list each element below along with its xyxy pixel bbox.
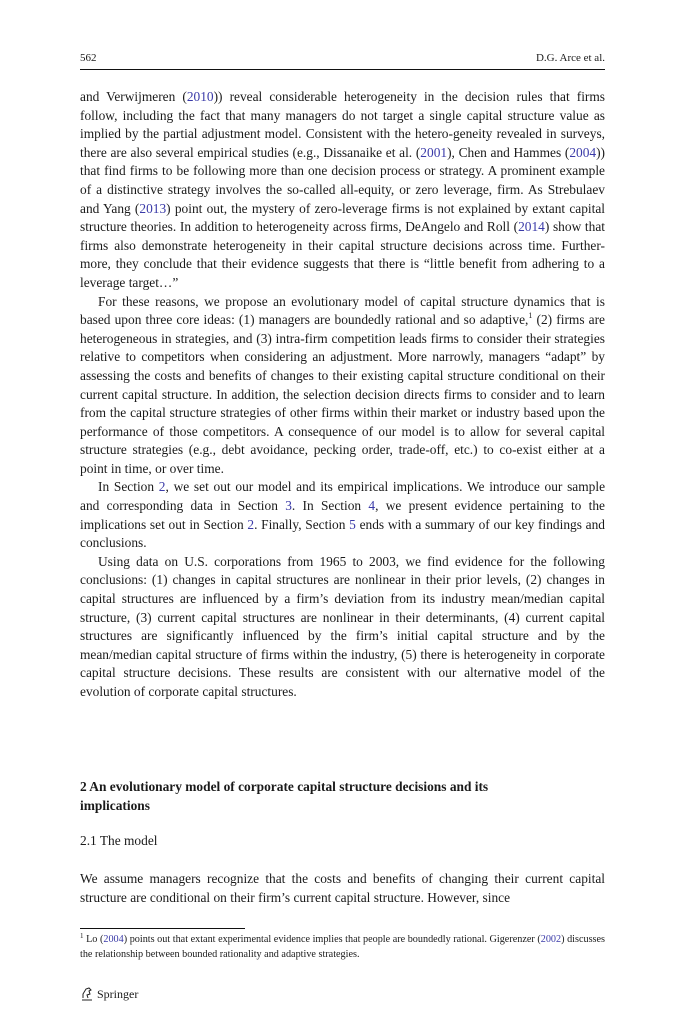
citation-link[interactable]: 2014 [518, 219, 545, 235]
citation-link[interactable]: 2004 [569, 144, 597, 160]
subsection-heading: 2.1 The model [80, 833, 158, 848]
text: )) reveal considerable heterogeneity in the decision rules that firms follow, including the fact that many managers do not target a single capital structure value as implied by the partial adjustment model. Consistent with the hetero-geneity revealed in surveys, there are also several empirical studies (e.g., Dissanaike et al. ( [80, 89, 605, 160]
text: and Verwijmeren ( [80, 89, 187, 104]
text: In Section [98, 479, 159, 495]
publisher-name: Springer [97, 986, 139, 1001]
footnote-link[interactable]: 1 [528, 311, 533, 321]
text: For these reasons, we propose an evolutionary model of capital structure dynamics that is based upon three core ideas: (1) managers are boundedly rational and so adaptive, [80, 293, 605, 328]
footnote-marker: 1 [80, 932, 84, 940]
running-head [80, 52, 605, 68]
section-link[interactable]: 5 [349, 516, 356, 532]
text: . Finally, Section [254, 516, 350, 532]
paragraph-2 [80, 293, 605, 479]
text: , we set out our model and its empirical implications. We introduce our sample and corresponding data in Section [80, 479, 606, 514]
section-link[interactable]: 2 [158, 479, 166, 495]
text: , we present evidence pertaining to the implications set out in Section [80, 498, 606, 532]
publisher-logo [80, 986, 138, 1002]
body-text [80, 88, 605, 702]
citation-link[interactable]: 2010 [186, 89, 214, 104]
citation-link[interactable]: 2001 [420, 144, 448, 160]
text: . In Section [291, 498, 369, 514]
text: ) show that firms also demonstrate heterogeneity in their capital structure decisions across time. Further-more, they conclude that their evidence suggests that there is “little benefit from adhering to a leverage target…” [80, 219, 605, 290]
header-rule [80, 69, 605, 70]
section-heading: 2 An evolutionary model of corporate capital structure decisions and its implications [80, 779, 489, 813]
text: ends with a summary of our key findings and conclusions. [80, 516, 606, 551]
text: ) point out, the mystery of zero-leverage firms is not explained by extant capital structure theories. In addition to heterogeneity across firms, DeAngelo and Roll ( [80, 200, 606, 235]
section-link[interactable]: 3 [285, 498, 292, 514]
text: ) discusses the relationship between bounded rationality and adaptive strategies. [80, 934, 605, 960]
section-paragraph: We assume managers recognize that the costs and benefits of changing their current capital structure are conditional on their firm’s current capital structure. However, since [80, 871, 605, 905]
springer-horse-icon [80, 986, 94, 1002]
citation-link[interactable]: 2004 [103, 934, 124, 945]
text: )) that find firms to be following more than one decision process or strategy. A prominent example of a distinctive strategy involves the so-called all-equity, or zero leverage, firm. As Strebulaev and Yang ( [80, 144, 606, 216]
text: ) points out that extant experimental evidence implies that people are boundedly rational. Gigerenzer ( [123, 934, 541, 945]
citation-link[interactable]: 2002 [540, 934, 562, 945]
section-link[interactable]: 2 [247, 516, 255, 532]
text: Lo ( [83, 934, 104, 945]
section-link[interactable]: 4 [368, 498, 376, 514]
paragraph-3 [80, 478, 605, 552]
page-number: 562 [80, 52, 97, 64]
paragraph-4: Using data on U.S. corporations from 1965 to 2003, we find evidence for the following conclusions: (1) changes in capital structures are nonlinear in their prior levels, (2) changes in capital structures are influenced by a firm’s deviation from its industry mean/median capital structure, (3) current capital structures are nonlinear in their determinants, (4) current capital structures are significantly influenced by the firm’s initial capital structure and by the mean/median capital structure of firms within the industry, (5) there is heterogeneity in corporate capital structure decisions. These results are consistent with our alternative model of the evolution of corporate capital structures. [80, 553, 605, 699]
footnote-rule [80, 928, 245, 929]
running-authors: D.G. Arce et al. [535, 52, 605, 64]
paragraph-1 [80, 88, 605, 293]
text: ), Chen and Hammes ( [447, 144, 570, 160]
citation-link[interactable]: 2013 [139, 200, 167, 216]
text: (2) firms are heterogeneous in strategies, and (3) intra-firm competition leads firms to consider their strategies relative to competitors when considering an adjustment. More narrowly, managers “adapt” by assessing the costs and benefits of changes to their existing capital structure conditional on their current capital structure. In addition, the selection decision directs firms to consider and to learn from the capital structure strategies of other firms within their market or industry based upon the performance of those competitors. A consequence of our model is to allow for several capital structure strategies (e.g., debt avoidance, pecking order, trade-off, etc.) to co-exist either at a point in time, or over time. [80, 312, 605, 476]
footnote [80, 933, 605, 962]
